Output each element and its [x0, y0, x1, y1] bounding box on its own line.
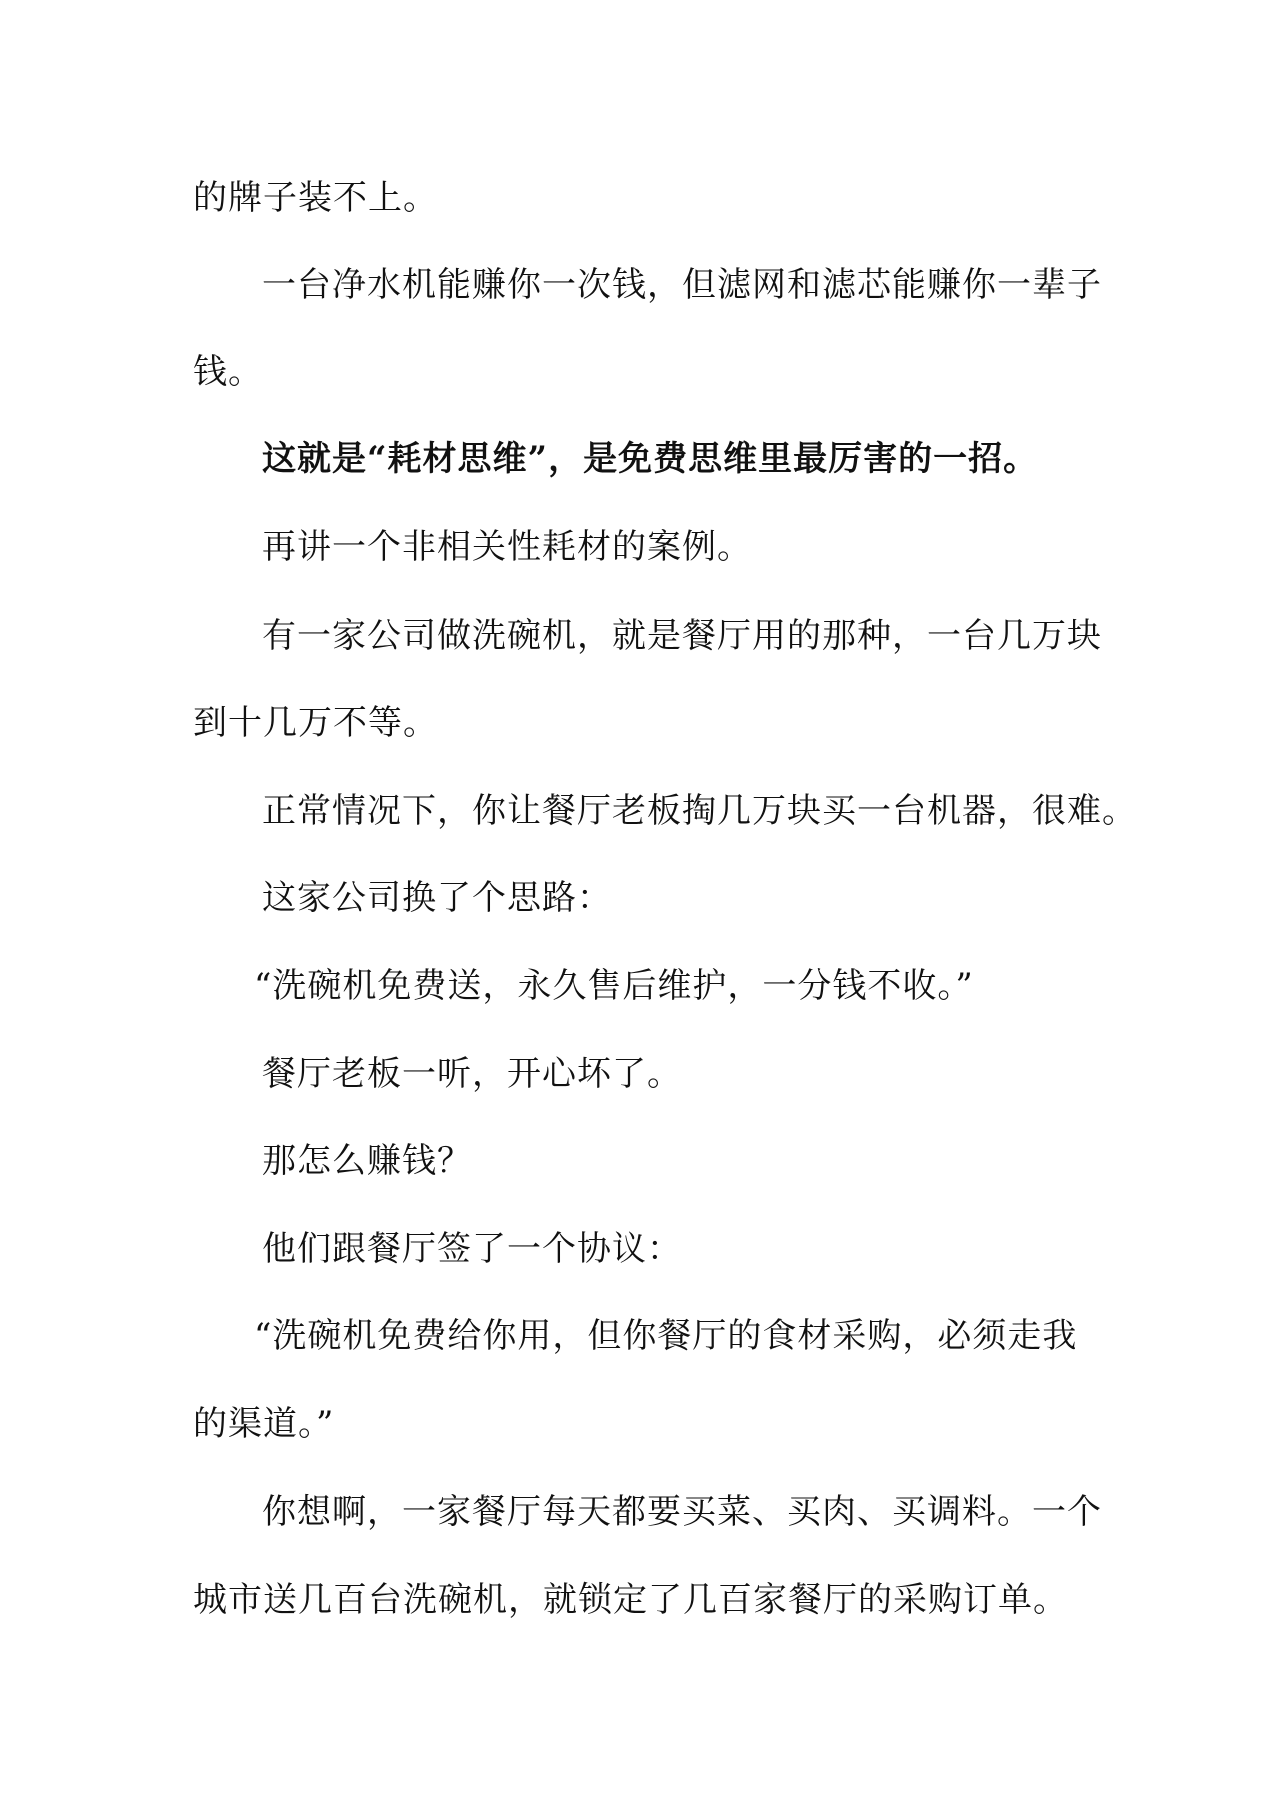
paragraph-line: 到十几万不等。	[193, 703, 438, 743]
paragraph-line: 你想啊，一家餐厅每天都要买菜、买肉、买调料。一个	[262, 1492, 1102, 1532]
paragraph-line: 再讲一个非相关性耗材的案例。	[262, 527, 752, 567]
paragraph-line: 他们跟餐厅签了一个协议：	[262, 1229, 682, 1269]
paragraph-line: 餐厅老板一听，开心坏了。	[262, 1054, 682, 1094]
paragraph-line: 城市送几百台洗碗机，就锁定了几百家餐厅的采购订单。	[193, 1580, 1068, 1620]
quote-line: 的渠道。”	[193, 1404, 335, 1444]
quote-line: “洗碗机免费送，永久售后维护，一分钱不收。”	[254, 966, 974, 1006]
paragraph-line: 正常情况下，你让餐厅老板掏几万块买一台机器，很难。	[262, 791, 1137, 831]
paragraph-line: 一台净水机能赚你一次钱，但滤网和滤芯能赚你一辈子	[262, 265, 1102, 305]
paragraph-line: 钱。	[193, 352, 263, 392]
paragraph-line: 有一家公司做洗碗机，就是餐厅用的那种，一台几万块	[262, 616, 1102, 656]
bold-paragraph-line: 这就是“耗材思维”，是免费思维里最厉害的一招。	[262, 439, 1039, 479]
paragraph-line: 那怎么赚钱？	[262, 1141, 472, 1181]
paragraph-line: 这家公司换了个思路：	[262, 878, 612, 918]
paragraph-line: 的牌子装不上。	[193, 178, 438, 218]
quote-line: “洗碗机免费给你用，但你餐厅的食材采购，必须走我	[254, 1316, 1078, 1356]
